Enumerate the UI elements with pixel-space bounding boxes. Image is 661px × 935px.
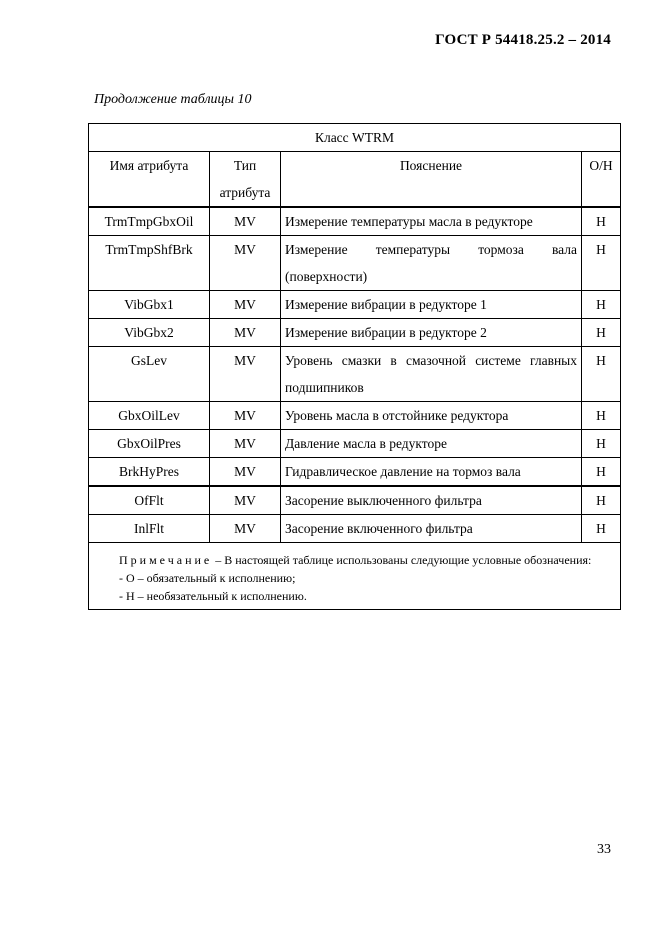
attribute-description: Измерение вибрации в редукторе 1	[281, 291, 582, 319]
table-row	[89, 402, 621, 430]
attribute-required: Н	[582, 486, 621, 515]
page-number: 33	[597, 842, 611, 857]
note-label: Примечание	[119, 553, 213, 567]
attribute-type: MV	[210, 207, 281, 236]
class-title-row	[89, 124, 621, 152]
table-row	[89, 207, 621, 236]
attribute-required: Н	[582, 402, 621, 430]
table-continuation-caption: Продолжение таблицы 10	[94, 92, 252, 107]
note-item-optional: - Н – необязательный к исполнению.	[119, 589, 307, 603]
column-header-type	[210, 152, 281, 208]
attribute-type: MV	[210, 430, 281, 458]
attribute-description: Засорение включенного фильтра	[281, 515, 582, 543]
attribute-type: MV	[210, 458, 281, 487]
table-row	[89, 515, 621, 543]
table-row	[89, 347, 621, 402]
note-row	[89, 543, 621, 610]
attribute-type: MV	[210, 515, 281, 543]
attribute-required: Н	[582, 458, 621, 487]
attribute-type: MV	[210, 319, 281, 347]
table-row	[89, 319, 621, 347]
attribute-name: OfFlt	[89, 486, 210, 515]
attribute-required: Н	[582, 291, 621, 319]
attribute-type: MV	[210, 347, 281, 402]
attribute-description: Измерение вибрации в редукторе 2	[281, 319, 582, 347]
attribute-description: Гидравлическое давление на тормоз вала	[281, 458, 582, 487]
attribute-name: TrmTmpShfBrk	[89, 236, 210, 291]
attribute-name: InlFlt	[89, 515, 210, 543]
column-header-type-line2: атрибута	[219, 185, 271, 200]
attribute-type: MV	[210, 486, 281, 515]
attribute-type: MV	[210, 236, 281, 291]
table-row	[89, 430, 621, 458]
table-row	[89, 458, 621, 487]
column-header-description: Пояснение	[281, 152, 582, 208]
column-header-required: О/Н	[582, 152, 621, 208]
table-row	[89, 291, 621, 319]
table-row	[89, 236, 621, 291]
attribute-name: VibGbx2	[89, 319, 210, 347]
attribute-required: Н	[582, 515, 621, 543]
column-header-name: Имя атрибута	[89, 152, 210, 208]
column-header-row	[89, 152, 621, 208]
note-text: – В настоящей таблице использованы следующие условные обозначения:	[212, 553, 592, 567]
attribute-name: VibGbx1	[89, 291, 210, 319]
column-header-type-line1: Тип	[233, 158, 257, 173]
attribute-type: MV	[210, 402, 281, 430]
attribute-description: Засорение выключенного фильтра	[281, 486, 582, 515]
attribute-name: GbxOilLev	[89, 402, 210, 430]
attribute-description: Давление масла в редукторе	[281, 430, 582, 458]
attribute-description: Уровень масла в отстойнике редуктора	[281, 402, 582, 430]
attributes-table	[88, 123, 621, 610]
attribute-type: MV	[210, 291, 281, 319]
attribute-required: Н	[582, 236, 621, 291]
attribute-name: GsLev	[89, 347, 210, 402]
note-item-mandatory: - О – обязательный к исполнению;	[119, 571, 296, 585]
attribute-required: Н	[582, 319, 621, 347]
table-row	[89, 486, 621, 515]
attribute-required: Н	[582, 430, 621, 458]
attribute-name: BrkHyPres	[89, 458, 210, 487]
class-title: Класс WTRM	[89, 124, 621, 152]
attribute-description: Измерение температуры масла в редукторе	[281, 207, 582, 236]
document-code: ГОСТ Р 54418.25.2 – 2014	[435, 32, 611, 48]
table-note	[89, 543, 621, 610]
attribute-description: Измерение температуры тормоза вала (поверхности)	[281, 236, 582, 291]
attribute-name: GbxOilPres	[89, 430, 210, 458]
attribute-required: Н	[582, 347, 621, 402]
attribute-required: Н	[582, 207, 621, 236]
attribute-description: Уровень смазки в смазочной системе главных подшипников	[281, 347, 582, 402]
attribute-name: TrmTmpGbxOil	[89, 207, 210, 236]
